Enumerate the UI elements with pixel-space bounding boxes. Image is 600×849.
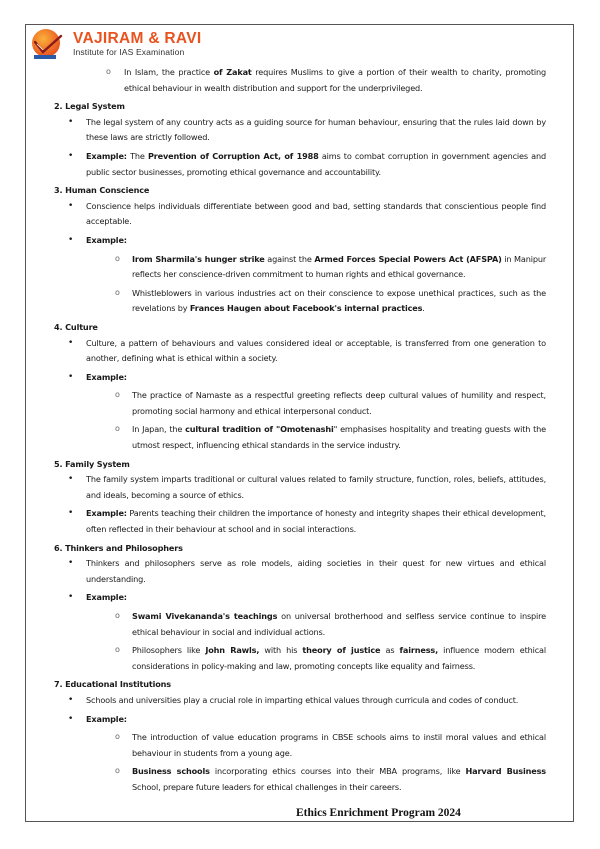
brand-block bbox=[73, 31, 202, 57]
sub-bullet-zakat: o In Islam, the practice of Zakat requires Muslims to give a portion of their wealth to charity, promoting ethical behaviour in wealth distribution and support for the underprivileged. bbox=[52, 65, 546, 96]
bullet-conscience-example-label: • Example: bbox=[52, 233, 546, 249]
bullet-legal-system: • The legal system of any country acts as a guiding source for human behaviour, ensuring that the rules laid down by these laws are strictly followed. bbox=[52, 115, 546, 146]
bullet-thinkers: • Thinkers and philosophers serve as role models, aiding societies in their quest for new virtues and ethical understanding. bbox=[52, 556, 546, 587]
bullet-culture-example-label: • Example: bbox=[52, 370, 546, 386]
sub-bullet-whistleblowers: o Whistleblowers in various industries act on their conscience to expose unethical practices, such as the revelations by Frances Haugen about Facebook's internal practices. bbox=[52, 286, 546, 317]
section-heading-culture: 4. Culture bbox=[54, 321, 98, 332]
bullet-conscience: • Conscience helps individuals differentiate between good and bad, setting standards that conscientious people find acceptable. bbox=[52, 199, 546, 230]
section-heading-thinkers: 6. Thinkers and Philosophers bbox=[54, 542, 183, 553]
bullet-thinkers-example-label: • Example: bbox=[52, 590, 546, 606]
bullet-schools: • Schools and universities play a crucial role in imparting ethical values through curricula and codes of conduct. bbox=[52, 693, 546, 709]
sub-bullet-vivekananda: o Swami Vivekananda's teachings on universal brotherhood and selfless service continue to inspire ethical behaviour in social and individual actions. bbox=[52, 609, 546, 640]
sub-bullet-cbse: o The introduction of value education programs in CBSE schools aims to instil moral values and ethical behaviour in students from a young age. bbox=[52, 730, 546, 761]
section-heading-family-system: 5. Family System bbox=[54, 458, 130, 469]
bullet-culture: • Culture, a pattern of behaviours and values considered ideal or acceptable, is transferred from one generation to another, defining what is ethical within a society. bbox=[52, 336, 546, 367]
bullet-education-example-label: • Example: bbox=[52, 712, 546, 728]
brand-subtitle: Institute for IAS Examination bbox=[73, 47, 185, 57]
section-heading-human-conscience: 3. Human Conscience bbox=[54, 185, 150, 196]
sub-bullet-omotenashi: o In Japan, the cultural tradition of "Omotenashi" emphasises hospitality and treating guests with the utmost respect, influencing ethical standards in the service industry. bbox=[52, 422, 546, 453]
sub-bullet-irom-sharmila: o Irom Sharmila's hunger strike against the Armed Forces Special Powers Act (AFSPA) in Manipur reflects her conscience-driven commitment to human rights and ethical governance. bbox=[52, 252, 546, 283]
bullet-legal-example: • Example: The Prevention of Corruption Act, of 1988 aims to combat corruption in government agencies and public sector businesses, promoting ethical governance and accountability. bbox=[52, 149, 546, 180]
vajiram-ravi-logo-icon bbox=[31, 28, 65, 62]
section-heading-legal-system: 2. Legal System bbox=[54, 101, 125, 112]
sub-bullet-business-schools: o Business schools incorporating ethics courses into their MBA programs, like Harvard Business School, prepare future leaders for ethical challenges in their careers. bbox=[52, 764, 546, 795]
brand-name: VAJIRAM & RAVI bbox=[73, 30, 202, 47]
bullet-family-example: • Example: Parents teaching their children the importance of honesty and integrity shapes their ethical development, often reflected in their behaviour at school and in social interactions. bbox=[52, 506, 546, 537]
section-heading-educational-institutions: 7. Educational Institutions bbox=[54, 679, 171, 690]
bullet-family-system: • The family system imparts traditional or cultural values related to family structure, function, roles, beliefs, attitudes, and ideals, becoming a source of ethics. bbox=[52, 472, 546, 503]
document-body bbox=[52, 65, 546, 799]
sub-bullet-namaste: o The practice of Namaste as a respectful greeting reflects deep cultural values of humility and respect, promoting social harmony and ethical interpersonal conduct. bbox=[52, 388, 546, 419]
footer-program-title: Ethics Enrichment Program 2024 bbox=[296, 807, 461, 819]
sub-bullet-john-rawls: o Philosophers like John Rawls, with his theory of justice as fairness, influence modern ethical considerations in policy-making and law, promoting concepts like equality and fairness. bbox=[52, 643, 546, 674]
